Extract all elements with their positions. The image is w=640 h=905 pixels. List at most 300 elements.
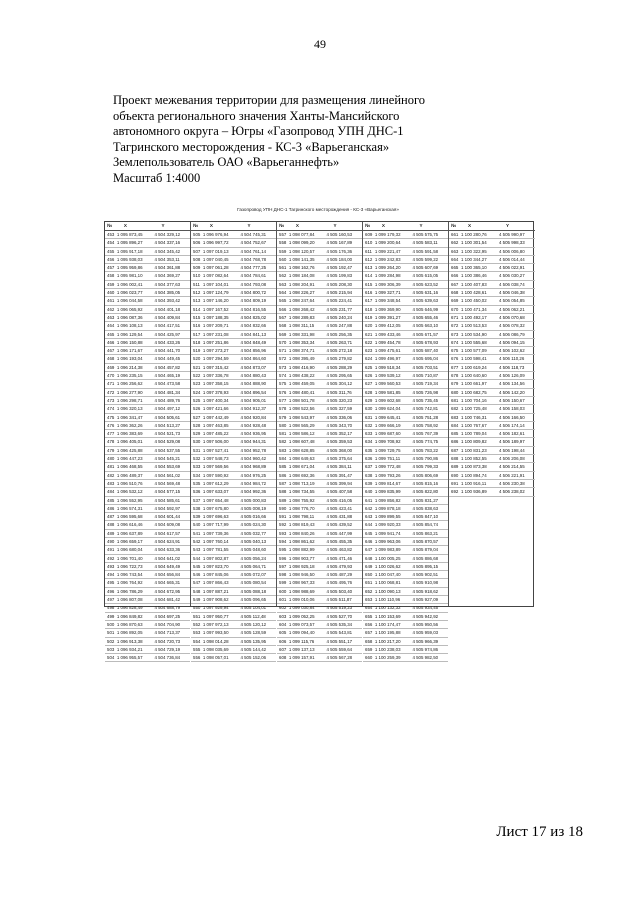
x-coordinate: 1 099 433,46	[374, 331, 401, 337]
table-row	[363, 422, 448, 430]
y-coordinate: 4 505 599,22	[412, 256, 439, 262]
point-number: 666	[451, 273, 459, 279]
y-coordinate: 4 504 745,31	[240, 232, 267, 237]
point-number: 661	[451, 232, 459, 237]
table-row	[277, 297, 362, 305]
x-coordinate: 1 100 725,48	[461, 406, 487, 412]
x-coordinate: 1 097 378,93	[202, 389, 229, 395]
column-header: №	[193, 223, 199, 228]
point-number: 508	[193, 256, 201, 262]
x-coordinate: 1 099 391,27	[374, 314, 401, 320]
x-coordinate: 1 096 976,94	[202, 232, 229, 237]
x-coordinate: 1 097 209,71	[202, 323, 229, 329]
table-row	[449, 272, 535, 280]
table-row	[363, 414, 448, 422]
point-number: 571	[279, 348, 287, 354]
y-coordinate: 4 504 936,95	[240, 431, 267, 437]
point-number: 519	[193, 348, 201, 354]
table-row	[277, 447, 362, 455]
x-coordinate: 1 097 167,52	[202, 306, 229, 312]
point-number: 628	[365, 389, 373, 395]
x-coordinate: 1 100 661,97	[461, 381, 487, 387]
point-number: 683	[451, 414, 459, 420]
y-coordinate: 4 504 433,26	[154, 339, 181, 345]
x-coordinate: 1 098 798,11	[288, 514, 315, 520]
table-row	[191, 438, 276, 446]
x-coordinate: 1 096 595,68	[116, 514, 143, 520]
point-number: 523	[193, 381, 201, 387]
point-number: 507	[193, 248, 201, 254]
x-coordinate: 1 100 598,41	[461, 356, 487, 362]
x-coordinate: 1 097 506,00	[202, 439, 229, 445]
table-row	[105, 447, 190, 455]
x-coordinate: 1 096 468,55	[116, 464, 143, 470]
x-coordinate: 1 100 450,02	[461, 298, 487, 304]
x-coordinate: 1 098 607,48	[288, 439, 315, 445]
point-number: 600	[279, 588, 287, 594]
point-number: 613	[365, 265, 373, 271]
table-row	[105, 364, 190, 372]
point-number: 603	[279, 613, 287, 619]
y-coordinate: 4 504 856,96	[240, 348, 267, 354]
y-coordinate: 4 504 713,37	[154, 630, 181, 636]
x-coordinate: 1 097 527,41	[202, 447, 229, 453]
point-number: 652	[365, 588, 373, 594]
x-coordinate: 1 100 110,96	[374, 597, 401, 603]
x-coordinate: 1 098 162,76	[288, 265, 315, 271]
point-number: 686	[451, 439, 459, 445]
point-number: 591	[279, 514, 287, 520]
y-coordinate: 4 504 545,21	[154, 456, 181, 462]
point-number: 466	[107, 339, 115, 345]
column-header: №	[107, 223, 113, 228]
table-row	[277, 646, 362, 654]
x-coordinate: 1 099 030,84	[288, 605, 315, 611]
table-row	[449, 380, 535, 388]
table-row	[277, 621, 362, 629]
y-coordinate: 4 505 854,74	[412, 522, 439, 528]
point-number: 594	[279, 538, 287, 544]
point-number: 563	[279, 281, 287, 287]
table-row	[277, 347, 362, 355]
y-coordinate: 4 504 441,70	[154, 348, 181, 354]
x-coordinate: 1 098 204,91	[288, 281, 315, 287]
x-coordinate: 1 097 124,79	[202, 290, 229, 296]
x-coordinate: 1 099 306,39	[374, 281, 401, 287]
point-number: 515	[193, 314, 201, 320]
point-number: 614	[365, 273, 373, 279]
x-coordinate: 1 100 174,47	[374, 621, 401, 627]
x-coordinate: 1 100 767,67	[461, 422, 487, 428]
document-header	[113, 93, 443, 187]
x-coordinate: 1 096 722,73	[116, 563, 143, 569]
y-coordinate: 4 504 369,27	[154, 273, 181, 279]
x-coordinate: 1 096 108,13	[116, 323, 143, 329]
point-number: 527	[193, 414, 201, 420]
point-number: 454	[107, 240, 115, 246]
y-coordinate: 4 505 927,09	[412, 597, 439, 603]
point-number: 621	[365, 331, 373, 337]
point-number: 645	[365, 530, 373, 536]
point-number: 640	[365, 489, 373, 495]
table-row	[449, 480, 535, 488]
point-number: 654	[365, 605, 373, 611]
column-header: X	[209, 223, 213, 228]
x-coordinate: 1 100 704,16	[461, 397, 487, 403]
table-row	[449, 447, 535, 455]
x-coordinate: 1 099 115,76	[288, 638, 315, 644]
header-line-1: Проект межевания территории для размещения линейного	[113, 93, 426, 107]
table-row	[363, 231, 448, 239]
point-number: 624	[365, 356, 373, 362]
table-row	[277, 455, 362, 463]
x-coordinate: 1 097 908,62	[202, 597, 229, 603]
table-row	[105, 347, 190, 355]
x-coordinate: 1 097 294,59	[202, 356, 229, 362]
x-coordinate: 1 097 400,34	[202, 397, 229, 403]
y-coordinate: 4 506 221,91	[499, 472, 525, 478]
table-row	[191, 256, 276, 264]
point-number: 501	[107, 630, 115, 636]
table-row	[363, 579, 448, 587]
y-coordinate: 4 505 343,70	[326, 422, 353, 428]
x-coordinate: 1 099 539,12	[374, 373, 401, 379]
table-row	[363, 488, 448, 496]
x-coordinate: 1 096 320,13	[116, 406, 143, 412]
y-coordinate: 4 505 687,40	[412, 348, 439, 354]
point-number: 559	[279, 248, 287, 254]
x-coordinate: 1 098 565,29	[288, 422, 315, 428]
x-coordinate: 1 100 195,88	[374, 630, 401, 636]
x-coordinate: 1 098 628,85	[288, 447, 315, 453]
y-coordinate: 4 504 353,11	[154, 256, 180, 262]
x-coordinate: 1 099 010,06	[288, 597, 315, 603]
table-row	[105, 538, 190, 546]
x-coordinate: 1 096 934,21	[116, 646, 143, 652]
point-number: 520	[193, 356, 201, 362]
x-coordinate: 1 099 920,33	[374, 522, 401, 528]
table-row	[449, 289, 535, 297]
table-row	[363, 314, 448, 322]
column-header: X	[381, 223, 385, 228]
point-number: 547	[193, 580, 201, 586]
y-coordinate: 4 505 879,04	[412, 547, 439, 553]
y-coordinate: 4 505 304,12	[326, 381, 353, 387]
y-coordinate: 4 505 135,95	[240, 638, 267, 644]
x-coordinate: 1 098 077,84	[288, 232, 315, 237]
point-number: 570	[279, 339, 287, 345]
point-number: 674	[451, 339, 459, 345]
y-coordinate: 4 505 208,30	[326, 281, 353, 287]
y-coordinate: 4 506 086,79	[499, 331, 525, 337]
table-row	[277, 322, 362, 330]
table-row	[363, 521, 448, 529]
point-number: 502	[107, 638, 115, 644]
table-row	[105, 389, 190, 397]
table-row	[363, 430, 448, 438]
point-number: 608	[279, 655, 287, 661]
x-coordinate: 1 100 365,10	[461, 265, 487, 271]
point-number: 679	[451, 381, 459, 387]
table-row	[191, 297, 276, 305]
x-coordinate: 1 098 374,71	[288, 348, 315, 354]
x-coordinate: 1 096 680,04	[116, 547, 143, 553]
table-row	[191, 596, 276, 604]
point-number: 681	[451, 397, 459, 403]
table-row	[277, 289, 362, 297]
point-number: 537	[193, 497, 201, 503]
x-coordinate: 1 097 866,43	[202, 580, 229, 586]
point-number: 595	[279, 547, 287, 553]
point-number: 528	[193, 422, 201, 428]
x-coordinate: 1 096 870,63	[116, 621, 143, 627]
x-coordinate: 1 096 637,89	[116, 530, 143, 536]
table-row	[449, 488, 535, 496]
table-row	[105, 281, 190, 289]
table-row	[277, 638, 362, 646]
table-row	[363, 555, 448, 563]
x-coordinate: 1 099 963,06	[374, 538, 401, 544]
table-row	[105, 289, 190, 297]
x-coordinate: 1 097 590,92	[202, 472, 229, 478]
x-coordinate: 1 098 776,70	[288, 505, 315, 511]
y-coordinate: 4 504 800,72	[240, 290, 267, 296]
point-number: 459	[107, 281, 115, 287]
x-coordinate: 1 099 137,13	[288, 646, 315, 652]
table-row	[449, 430, 535, 438]
coordinates-block-2	[191, 222, 277, 661]
y-coordinate: 4 504 809,19	[240, 298, 267, 304]
point-number: 664	[451, 256, 459, 262]
point-number: 529	[193, 431, 201, 437]
table-row	[363, 654, 448, 662]
table-row	[105, 521, 190, 529]
y-coordinate: 4 505 144,42	[240, 646, 267, 652]
x-coordinate: 1 100 047,40	[374, 572, 401, 578]
point-number: 565	[279, 298, 287, 304]
y-coordinate: 4 505 399,94	[326, 480, 353, 486]
table-row	[449, 264, 535, 272]
coordinates-table	[104, 221, 534, 661]
x-coordinate: 1 100 386,46	[461, 273, 487, 279]
y-coordinate: 4 504 880,43	[240, 373, 267, 379]
point-number: 605	[279, 630, 287, 636]
table-row	[191, 380, 276, 388]
point-number: 680	[451, 389, 459, 395]
point-number: 475	[107, 414, 115, 420]
table-row	[363, 405, 448, 413]
table-row	[449, 355, 535, 363]
point-number: 453	[107, 232, 115, 237]
table-row	[191, 430, 276, 438]
y-coordinate: 4 505 751,28	[412, 414, 439, 420]
x-coordinate: 1 096 044,58	[116, 298, 143, 304]
point-number: 456	[107, 256, 115, 262]
y-coordinate: 4 505 783,22	[412, 447, 439, 453]
x-coordinate: 1 096 023,77	[116, 290, 143, 296]
point-number: 684	[451, 422, 459, 428]
y-coordinate: 4 504 393,42	[154, 298, 181, 304]
y-coordinate: 4 505 311,76	[326, 389, 352, 395]
x-coordinate: 1 095 917,18	[116, 248, 143, 254]
point-number: 545	[193, 563, 201, 569]
table-row	[105, 604, 190, 612]
table-row	[191, 530, 276, 538]
y-coordinate: 4 505 024,30	[240, 522, 267, 528]
table-row	[105, 654, 190, 662]
point-number: 647	[365, 547, 373, 553]
point-number: 533	[193, 464, 201, 470]
x-coordinate: 1 096 510,76	[116, 480, 143, 486]
x-coordinate: 1 096 955,57	[116, 655, 143, 661]
table-row	[191, 513, 276, 521]
table-row	[105, 372, 190, 380]
column-header: Y	[247, 223, 251, 228]
point-number: 662	[451, 240, 459, 246]
point-number: 556	[193, 655, 201, 661]
y-coordinate: 4 506 022,91	[499, 265, 525, 271]
table-row	[105, 306, 190, 314]
y-coordinate: 4 504 752,67	[240, 240, 267, 246]
y-coordinate: 4 504 624,91	[154, 538, 181, 544]
y-coordinate: 4 504 896,54	[240, 389, 267, 395]
point-number: 536	[193, 489, 201, 495]
x-coordinate: 1 099 793,26	[374, 472, 401, 478]
table-row	[363, 497, 448, 505]
x-coordinate: 1 097 358,15	[202, 381, 229, 387]
table-row	[191, 563, 276, 571]
point-number: 626	[365, 373, 373, 379]
point-number: 634	[365, 439, 373, 445]
coordinates-block-1	[105, 222, 191, 661]
point-number: 518	[193, 339, 201, 345]
point-number: 506	[193, 240, 201, 246]
x-coordinate: 1 097 612,29	[202, 480, 229, 486]
y-coordinate: 4 505 838,63	[412, 505, 439, 511]
y-coordinate: 4 505 080,54	[240, 580, 267, 586]
y-coordinate: 4 505 439,52	[326, 522, 353, 528]
point-number: 597	[279, 563, 287, 569]
y-coordinate: 4 505 910,98	[412, 580, 439, 586]
y-coordinate: 4 506 126,09	[499, 373, 525, 379]
point-number: 486	[107, 505, 115, 511]
scale-line: Масштаб 1:4000	[113, 170, 201, 185]
table-row	[105, 555, 190, 563]
y-coordinate: 4 506 150,67	[499, 397, 525, 403]
table-row	[277, 380, 362, 388]
y-coordinate: 4 506 110,26	[499, 356, 525, 362]
point-number: 509	[193, 265, 201, 271]
x-coordinate: 1 098 734,55	[288, 489, 315, 495]
table-row	[191, 463, 276, 471]
y-coordinate: 4 505 959,03	[412, 630, 439, 636]
y-coordinate: 4 504 928,48	[240, 422, 267, 428]
table-row	[105, 588, 190, 596]
x-coordinate: 1 098 311,15	[288, 323, 315, 329]
x-coordinate: 1 100 555,68	[461, 339, 487, 345]
table-row	[191, 654, 276, 662]
y-coordinate: 4 506 118,73	[499, 364, 525, 370]
x-coordinate: 1 096 425,88	[116, 447, 143, 453]
table-row	[105, 638, 190, 646]
x-coordinate: 1 100 005,25	[374, 555, 401, 561]
x-coordinate: 1 100 217,20	[374, 638, 401, 644]
y-coordinate: 4 505 895,15	[412, 563, 439, 569]
header-line-3: автономного округа – Югры «Газопровод УПН ДНС-1	[113, 124, 404, 139]
table-row	[191, 646, 276, 654]
table-row	[363, 256, 448, 264]
y-coordinate: 4 504 521,73	[154, 431, 181, 437]
point-number: 587	[279, 480, 287, 486]
x-coordinate: 1 100 068,81	[374, 580, 401, 586]
point-number: 673	[451, 331, 459, 337]
x-coordinate: 1 099 221,47	[374, 248, 401, 254]
point-number: 561	[279, 265, 287, 271]
sheet-counter: Лист 17 из 18	[496, 824, 583, 840]
y-coordinate: 4 505 863,21	[412, 530, 439, 536]
table-row	[105, 571, 190, 579]
table-row	[277, 546, 362, 554]
table-row	[363, 613, 448, 621]
point-number: 656	[365, 621, 373, 627]
y-coordinate: 4 504 505,61	[154, 414, 181, 420]
y-coordinate: 4 504 449,45	[154, 356, 181, 362]
page-number: 49	[314, 37, 326, 51]
x-coordinate: 1 096 383,69	[116, 431, 143, 437]
point-number: 479	[107, 447, 115, 453]
y-coordinate: 4 505 758,92	[412, 422, 439, 428]
table-caption: Газопровод УПН ДНС-1 Тагринского месторождения - КС-3 «Варьеганская»	[237, 207, 399, 212]
x-coordinate: 1 098 925,18	[288, 563, 315, 569]
point-number: 532	[193, 456, 201, 462]
point-number: 554	[193, 638, 201, 644]
y-coordinate: 4 504 784,61	[240, 273, 267, 279]
table-row	[277, 505, 362, 513]
point-number: 469	[107, 364, 115, 370]
point-number: 635	[365, 447, 373, 453]
table-row	[105, 438, 190, 446]
point-number: 588	[279, 489, 287, 495]
x-coordinate: 1 099 348,54	[374, 298, 401, 304]
point-number: 630	[365, 406, 373, 412]
y-coordinate: 4 506 198,44	[499, 447, 525, 453]
x-coordinate: 1 097 421,66	[202, 406, 229, 412]
x-coordinate: 1 099 242,83	[374, 256, 401, 262]
table-row	[277, 355, 362, 363]
y-coordinate: 4 505 192,47	[326, 265, 353, 271]
y-coordinate: 4 505 368,00	[326, 447, 353, 453]
x-coordinate: 1 097 845,06	[202, 572, 229, 578]
y-coordinate: 4 504 609,08	[154, 522, 181, 528]
column-header: X	[123, 223, 127, 228]
point-number: 558	[279, 240, 287, 246]
table-row	[277, 588, 362, 596]
y-coordinate: 4 504 761,14	[240, 248, 267, 254]
x-coordinate: 1 099 052,25	[288, 613, 315, 619]
x-coordinate: 1 096 764,92	[116, 580, 143, 586]
point-number: 691	[451, 480, 459, 486]
x-coordinate: 1 096 489,37	[116, 472, 143, 478]
x-coordinate: 1 099 327,71	[374, 290, 401, 296]
point-number: 457	[107, 265, 115, 271]
x-coordinate: 1 098 459,05	[288, 381, 315, 387]
table-row	[191, 281, 276, 289]
y-coordinate: 4 505 735,45	[412, 397, 439, 403]
point-number: 643	[365, 514, 373, 520]
x-coordinate: 1 097 485,22	[202, 431, 229, 437]
point-number: 676	[451, 356, 459, 362]
point-number: 540	[193, 522, 201, 528]
